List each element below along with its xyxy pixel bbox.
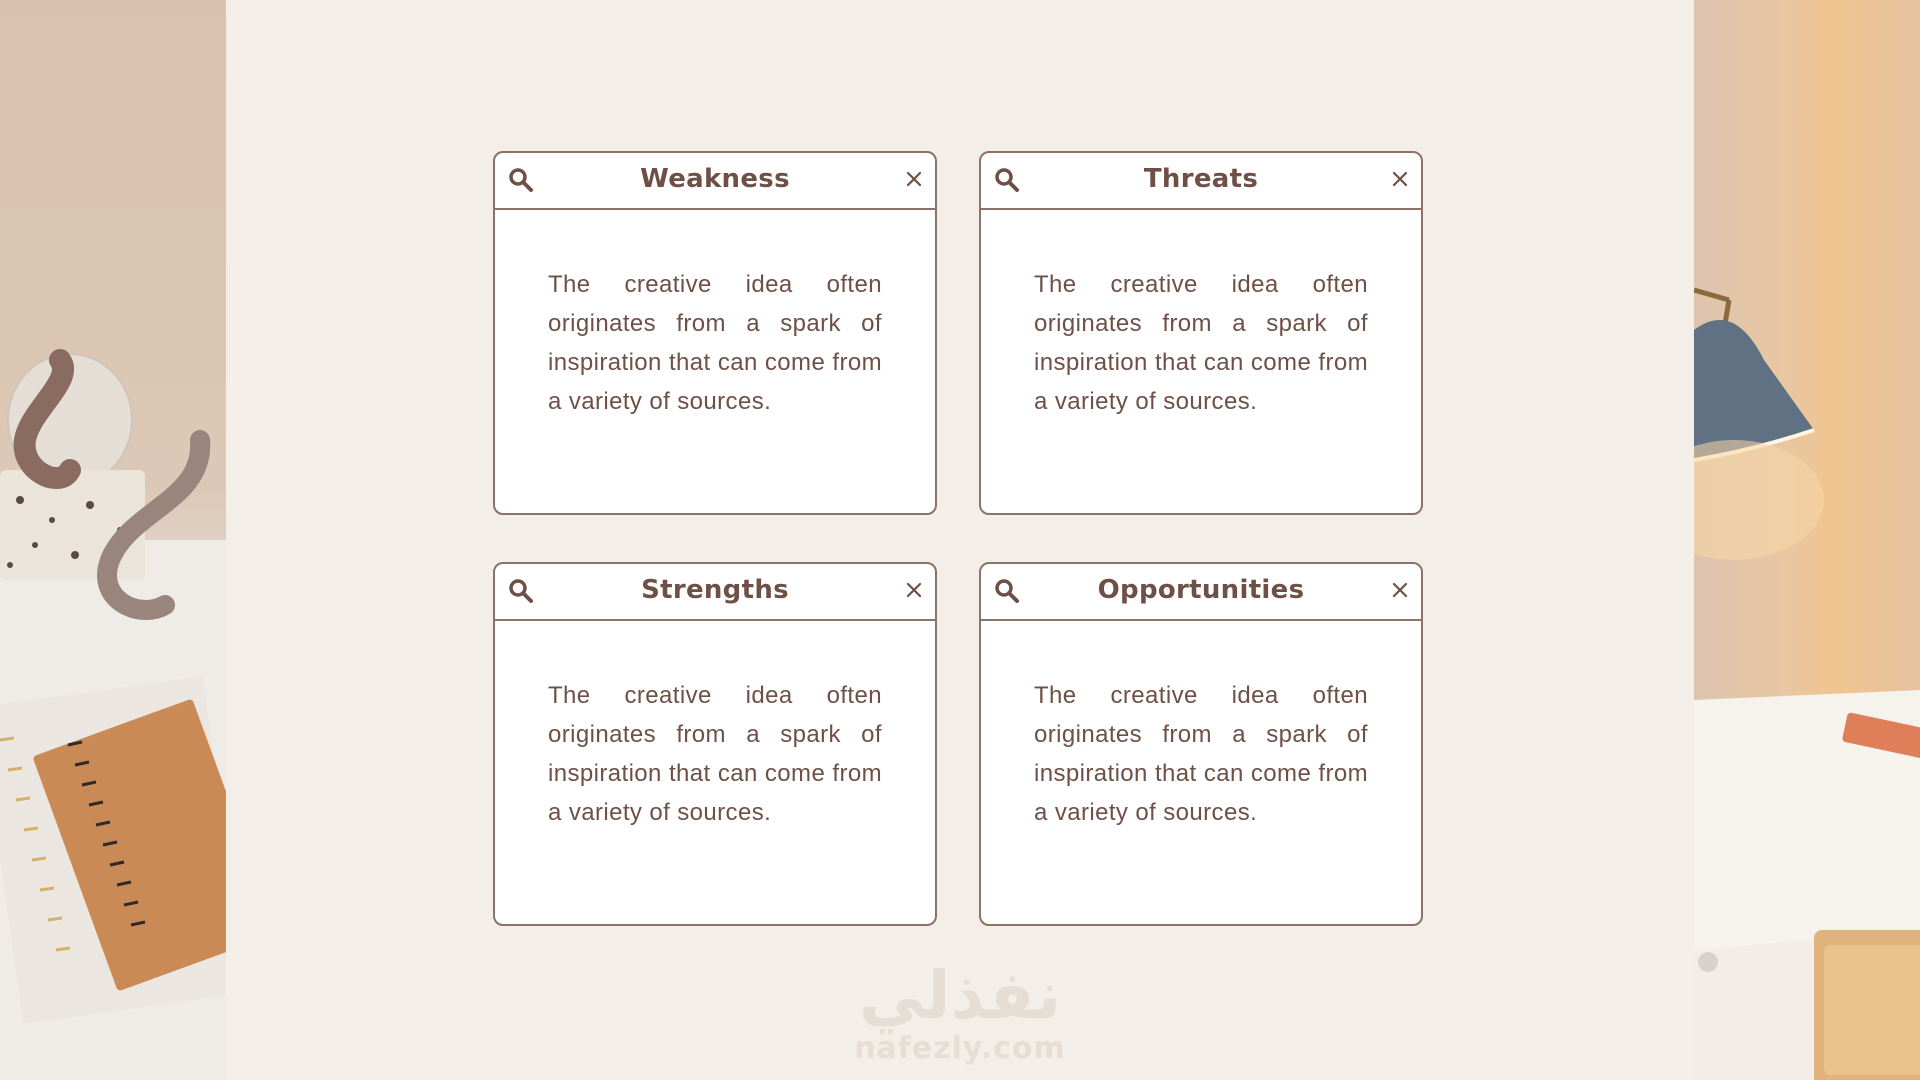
close-icon[interactable]: [1389, 579, 1411, 601]
search-icon[interactable]: [507, 166, 535, 194]
desk-decor-illustration: [0, 0, 226, 1080]
watermark-url-text: nafezly.com: [854, 1031, 1066, 1066]
card-header: [495, 564, 935, 621]
card-header: [981, 153, 1421, 210]
search-icon[interactable]: [993, 166, 1021, 194]
right-background-photo: [1694, 0, 1920, 1080]
watermark-logo: [226, 957, 1694, 1066]
card-body-text: The creative idea often originates from a spark of inspiration that can come from a variety of sources.: [1034, 271, 1368, 415]
slide-canvas: [226, 0, 1694, 1080]
search-icon[interactable]: [993, 577, 1021, 605]
card-header: [981, 564, 1421, 621]
card-title: Weakness: [640, 164, 790, 194]
close-icon[interactable]: [903, 579, 925, 601]
card-title: Strengths: [641, 575, 789, 605]
card-title: Threats: [1143, 164, 1259, 194]
close-icon[interactable]: [1389, 168, 1411, 190]
card-body-text: The creative idea often originates from a spark of inspiration that can come from a variety of sources.: [548, 271, 882, 415]
swot-card-threats: [979, 151, 1423, 515]
swot-card-strengths: [493, 562, 937, 926]
swot-card-weakness: [493, 151, 937, 515]
card-title: Opportunities: [1097, 575, 1305, 605]
swot-card-opportunities: [979, 562, 1423, 926]
watermark-arabic-text: نفذلي: [859, 957, 1061, 1034]
card-header: [495, 153, 935, 210]
search-icon[interactable]: [507, 577, 535, 605]
card-body-text: The creative idea often originates from a spark of inspiration that can come from a variety of sources.: [548, 682, 882, 826]
lamp-desk-illustration: [1694, 0, 1920, 1080]
left-background-photo: [0, 0, 226, 1080]
close-icon[interactable]: [903, 168, 925, 190]
card-body-text: The creative idea often originates from a spark of inspiration that can come from a variety of sources.: [1034, 682, 1368, 826]
